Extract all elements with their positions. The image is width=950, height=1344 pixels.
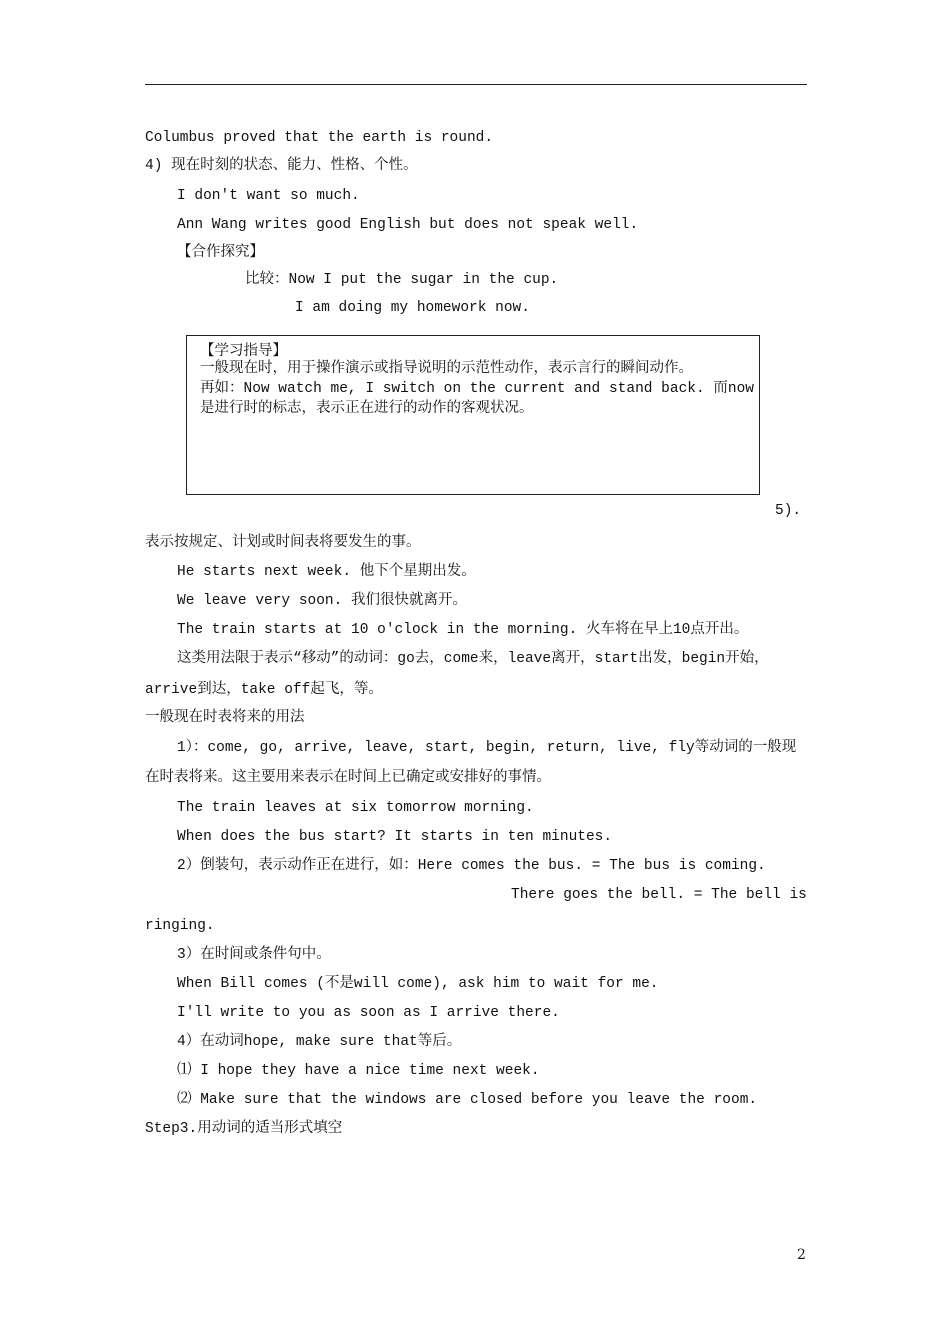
text-line: arrive到达，take off起飞，等。 [145, 682, 383, 698]
text-line: 表示按规定、计划或时间表将要发生的事。 [145, 535, 421, 551]
text-line: 3）在时间或条件句中。 [177, 947, 331, 963]
item-number-5: 5). [775, 503, 802, 519]
text-line: Columbus proved that the earth is round. [145, 130, 494, 146]
text-line: 2）倒装句，表示动作正在进行，如：Here comes the bus. = The bus is coming. [177, 858, 766, 874]
text-line: ringing. [145, 918, 215, 934]
comparison-line: 比较：Now I put the sugar in the cup. [245, 272, 559, 288]
study-guide-box [186, 335, 760, 495]
example-line: When Bill comes (不是will come), ask him to wait for me. [177, 976, 659, 992]
example-line: He starts next week. 他下个星期出发。 [177, 564, 476, 580]
study-guide-title: 【学习指导】 [200, 344, 287, 360]
study-guide-text: 是进行时的标志，表示正在进行的动作的客观状况。 [200, 401, 534, 417]
text-line: 这类用法限于表示“移动”的动词：go去，come来，leave离开，start出发，begin开始， [177, 651, 769, 667]
example-line: ⑵ Make sure that the windows are closed before you leave the room. [177, 1092, 758, 1108]
page-number: 2 [797, 1247, 806, 1263]
example-line: I don't want so much. [177, 188, 360, 204]
example-line: I'll write to you as soon as I arrive there. [177, 1005, 560, 1021]
example-line: The train leaves at six tomorrow morning. [177, 800, 534, 816]
example-line: Ann Wang writes good English but does not speak well. [177, 217, 639, 233]
example-line: When does the bus start? It starts in ten minutes. [177, 829, 613, 845]
section-heading: 一般现在时表将来的用法 [145, 710, 305, 726]
study-guide-text: 一般现在时，用于操作演示或指导说明的示范性动作，表示言行的瞬间动作。 [200, 361, 693, 377]
example-line: We leave very soon. 我们很快就离开。 [177, 593, 468, 609]
example-line: ⑴ I hope they have a nice time next week. [177, 1063, 540, 1079]
example-line: The train starts at 10 o'clock in the morning. 火车将在早上10点开出。 [177, 622, 749, 638]
text-line: 1）：come, go, arrive, leave, start, begin, return, live, fly等动词的一般现 [177, 740, 797, 756]
step-heading: Step3.用动词的适当形式填空 [145, 1121, 343, 1137]
cooperative-inquiry-heading: 【合作探究】 [177, 245, 264, 261]
example-line: There goes the bell. = The bell is [511, 887, 807, 903]
text-line: 在时表将来。这主要用来表示在时间上已确定或安排好的事情。 [145, 770, 551, 786]
study-guide-text: 再如：Now watch me, I switch on the current and stand back. 而now [200, 381, 754, 397]
section-heading-4: 4) 现在时刻的状态、能力、性格、个性。 [145, 158, 418, 174]
comparison-line: I am doing my homework now. [295, 300, 530, 316]
text-line: 4）在动词hope, make sure that等后。 [177, 1034, 462, 1050]
header-rule [145, 84, 807, 85]
